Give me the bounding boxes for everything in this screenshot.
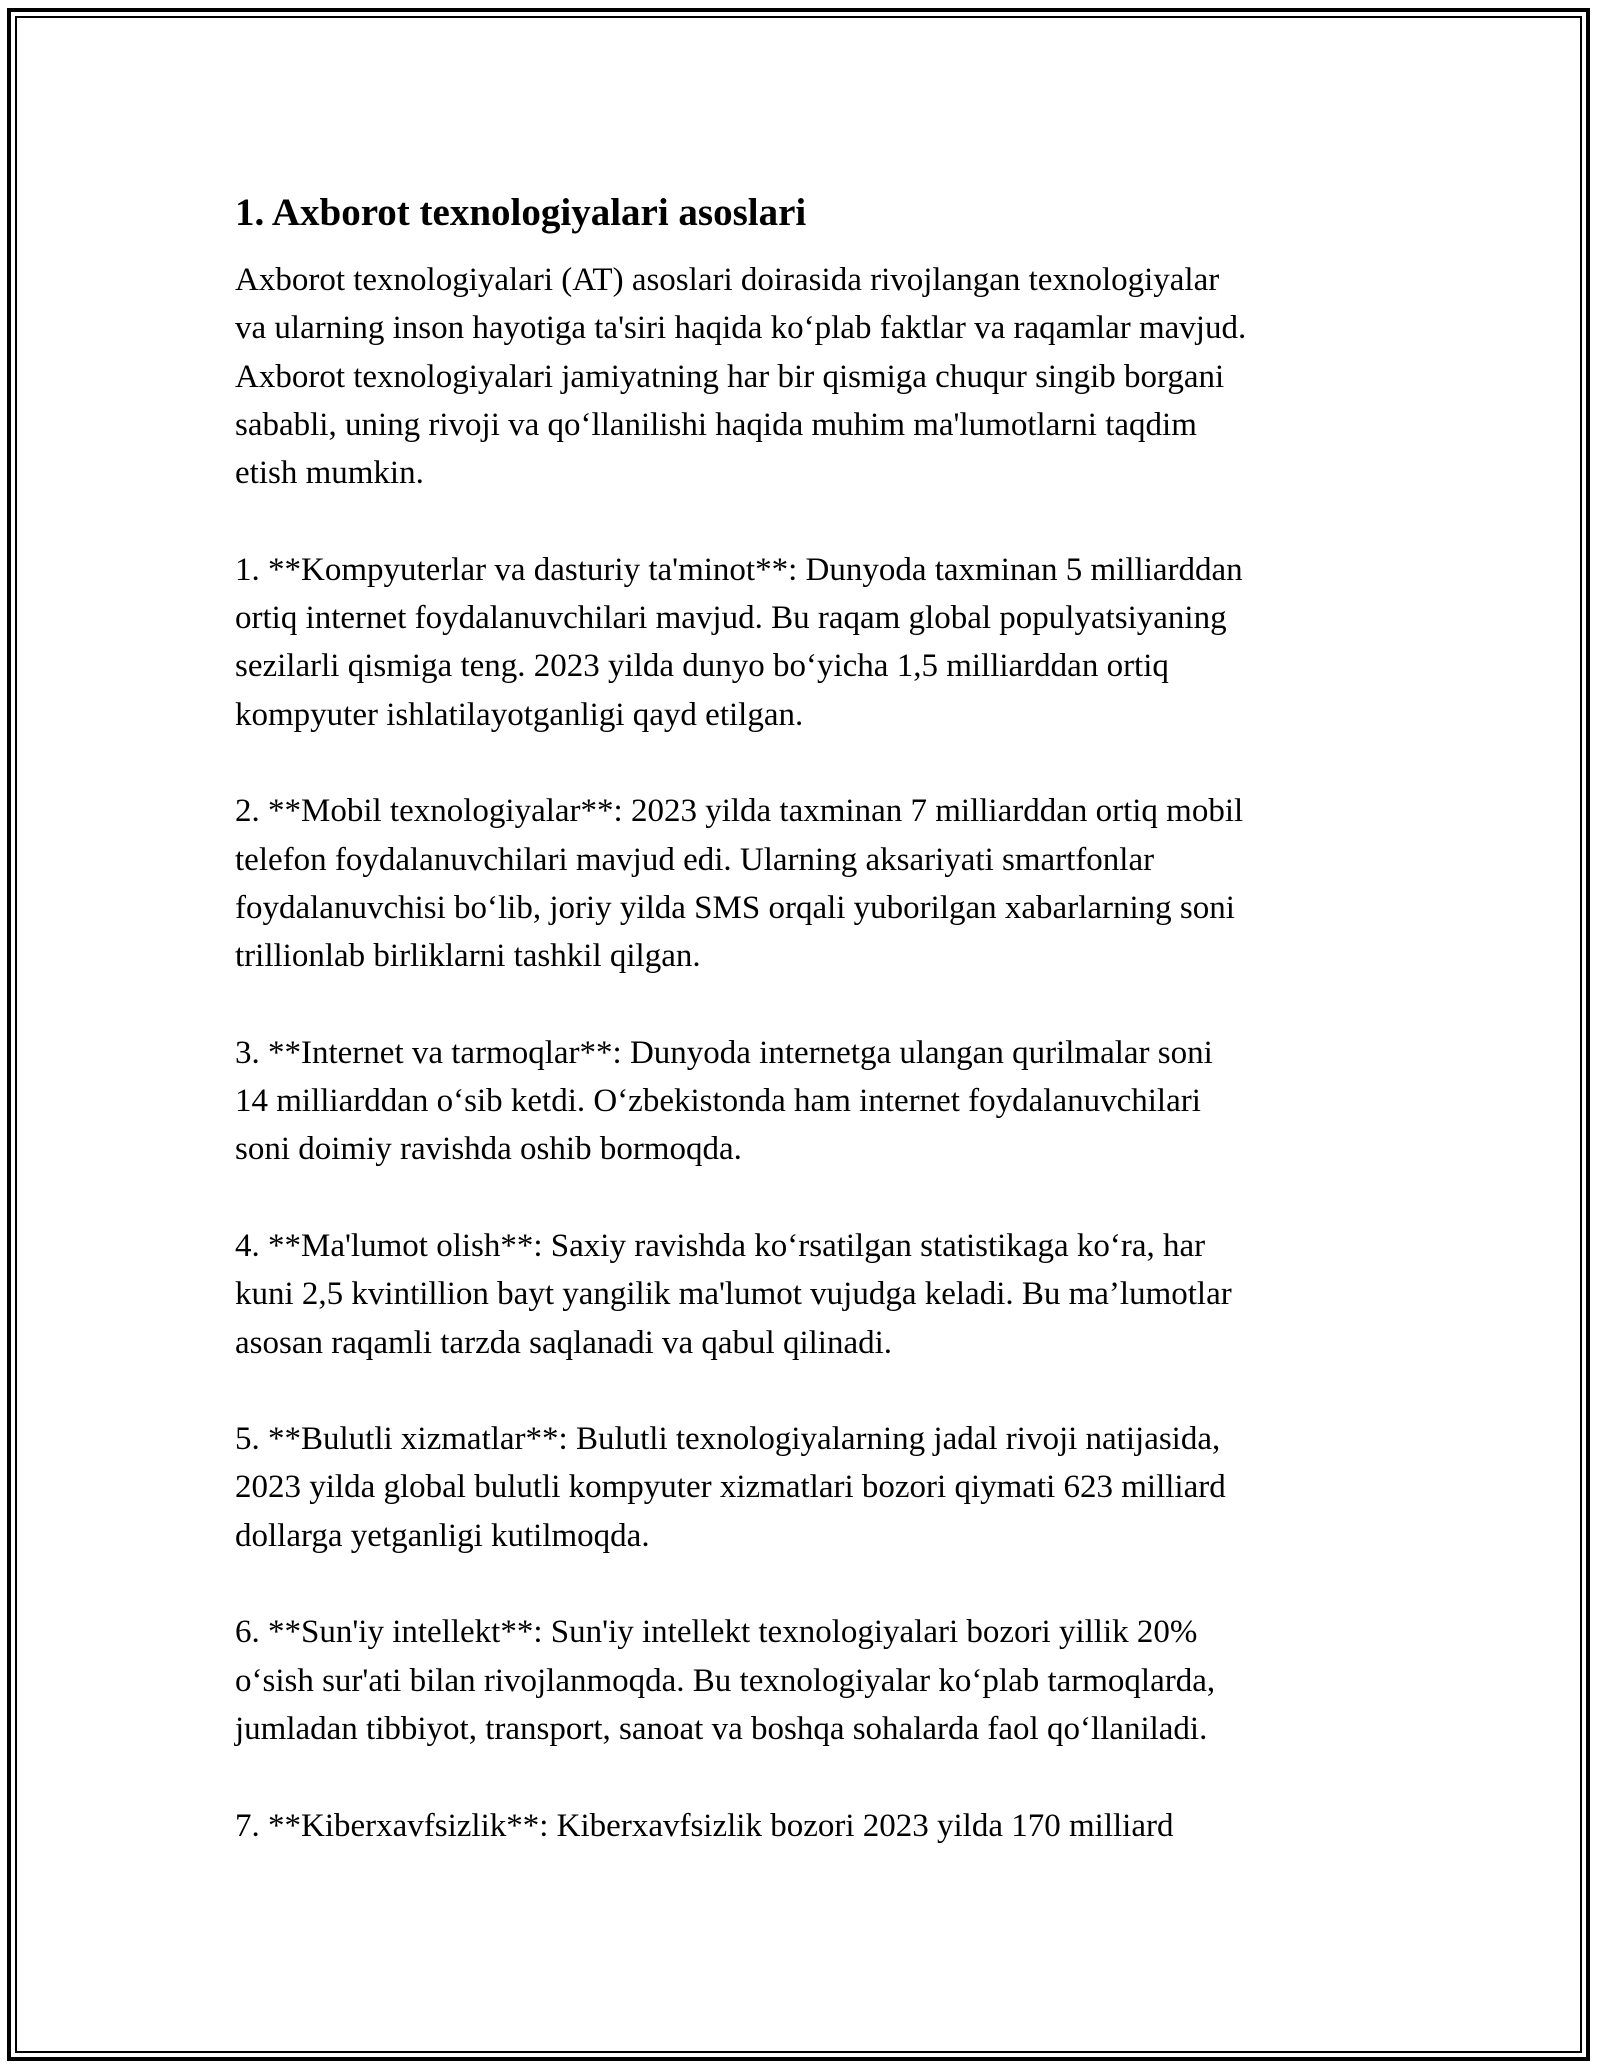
text-line: 2023 yilda global bulutli kompyuter xizmatlari bozori qiymati 623 milliard — [235, 1469, 1226, 1506]
text-line: etish mumkin. — [235, 455, 424, 492]
text-line: 7. **Kiberxavfsizlik**: Kiberxavfsizlik bozori 2023 yilda 170 milliard — [235, 1807, 1174, 1844]
text-line: trillionlab birliklarni tashkil qilgan. — [235, 938, 701, 975]
text-line: va ularning inson hayotiga ta'siri haqida ko‘plab faktlar va raqamlar mavjud. — [235, 310, 1247, 347]
intro-paragraph — [235, 256, 1385, 497]
document-body — [235, 186, 1385, 1898]
list-item-artificial-intelligence — [235, 1608, 1385, 1753]
text-line: telefon foydalanuvchilari mavjud edi. Ularning aksariyati smartfonlar — [235, 841, 1155, 878]
text-line: o‘sish sur'ati bilan rivojlanmoqda. Bu texnologiyalar ko‘plab tarmoqlarda, — [235, 1662, 1216, 1699]
text-line: kompyuter ishlatilayotganligi qayd etilgan. — [235, 696, 804, 733]
text-line: 3. **Internet va tarmoqlar**: Dunyoda internetga ulangan qurilmalar soni — [235, 1034, 1213, 1071]
text-line: kuni 2,5 kvintillion bayt yangilik ma'lumot vujudga keladi. Bu ma’lumotlar — [235, 1276, 1232, 1313]
text-line: 2. **Mobil texnologiyalar**: 2023 yilda taxminan 7 milliarddan ortiq mobil — [235, 793, 1244, 830]
text-line: asosan raqamli tarzda saqlanadi va qabul qilinadi. — [235, 1324, 893, 1361]
text-line: sezilarli qismiga teng. 2023 yilda dunyo bo‘yicha 1,5 milliarddan ortiq — [235, 648, 1169, 685]
list-item-cloud-services — [235, 1415, 1385, 1560]
text-line: Axborot texnologiyalari jamiyatning har bir qismiga chuqur singib borgani — [235, 358, 1225, 395]
list-item-computers-software — [235, 546, 1385, 739]
list-item-cybersecurity — [235, 1802, 1385, 1850]
text-line: foydalanuvchisi bo‘lib, joriy yilda SMS orqali yuborilgan xabarlarning soni — [235, 889, 1235, 926]
text-line: 1. **Kompyuterlar va dasturiy ta'minot**: Dunyoda taxminan 5 milliarddan — [235, 551, 1243, 588]
text-line: jumladan tibbiyot, transport, sanoat va boshqa sohalarda faol qo‘llaniladi. — [235, 1710, 1208, 1747]
list-item-internet-networks — [235, 1029, 1385, 1174]
list-item-mobile-technologies — [235, 787, 1385, 980]
text-line: 6. **Sun'iy intellekt**: Sun'iy intellekt texnologiyalari bozori yillik 20% — [235, 1614, 1198, 1651]
text-line: ortiq internet foydalanuvchilari mavjud. Bu raqam global populyatsiyaning — [235, 600, 1227, 637]
text-line: Axborot texnologiyalari (AT) asoslari doirasida rivojlangan texnologiyalar — [235, 262, 1220, 298]
text-line: 5. **Bulutli xizmatlar**: Bulutli texnologiyalarning jadal rivoji natijasida, — [235, 1421, 1221, 1458]
text-line: soni doimiy ravishda oshib bormoqda. — [235, 1131, 742, 1168]
list-item-data-acquisition — [235, 1222, 1385, 1367]
document-title: 1. Axborot texnologiyalari asoslari — [235, 191, 807, 234]
text-line: 4. **Ma'lumot olish**: Saxiy ravishda ko‘rsatilgan statistikaga ko‘ra, har — [235, 1227, 1206, 1264]
text-line: sababli, uning rivoji va qo‘llanilishi haqida muhim ma'lumotlarni taqdim — [235, 406, 1197, 443]
text-line: 14 milliarddan o‘sib ketdi. O‘zbekistonda ham internet foydalanuvchilari — [235, 1083, 1201, 1120]
text-line: dollarga yetganligi kutilmoqda. — [235, 1517, 650, 1554]
